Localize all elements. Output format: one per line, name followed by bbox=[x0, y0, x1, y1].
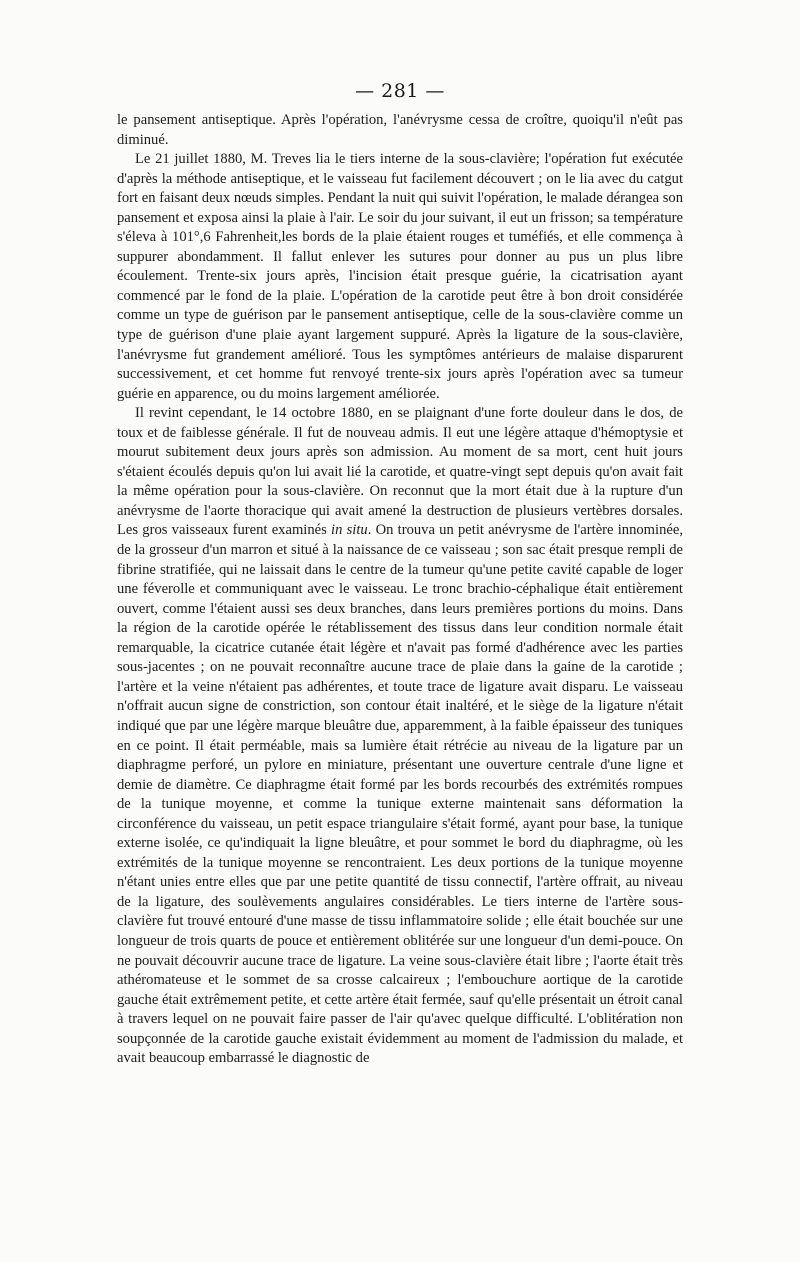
paragraph-3 bbox=[117, 404, 683, 1069]
paragraph-3-part-2: . On trouva un petit anévrysme de l'artère innominée, de la grosseur d'un marron et situé à la naissance de ce vaisseau ; son sac était presque rempli de fibrine stratifiée, qui ne laissait dans le centre de la tumeur qu'une petite cavité capable de loger une féverolle et communiquant avec le vaisseau. Le tronc brachio-céphalique était entièrement ouvert, comme l'étaient aussi ses deux branches, dans leurs premières portions du moins. Dans la région de la carotide opérée le rétablissement des tissus dans leur condition normale était remarquable, la cicatrice cutanée était légère et n'avait pas formé d'adhérence avec les parties sous-jacentes ; on ne pouvait reconnaître aucune trace de plaie dans la gaine de la carotide ; l'artère et la veine n'étaient pas adhérentes, et toute trace de ligature avait disparu. Le vaisseau n'offrait aucun signe de constriction, son contour était inaltéré, et le siège de la ligature n'était indiqué que par une légère marque bleuâtre due, apparemment, à la faible épaisseur des tuniques en ce point. Il était perméable, mais sa lumière était rétrécie au niveau de la ligature par un diaphragme perforé, un pylore en miniature, présentant une ouverture centrale d'une ligne et demie de diamètre. Ce diaphragme était formé par les bords recourbés des extrémités rompues de la tunique moyenne, et comme la tunique externe maintenait sans déformation la circonférence du vaisseau, un petit espace triangulaire s'était formé, ayant pour base, la tunique externe isolée, ce qu'indiquait la ligne bleuâtre, et pour sommet le bord du diaphragme, où les extrémités de la tunique moyenne se rencontraient. Les deux portions de la tunique moyenne n'étant unies entre elles que par une petite quantité de tissu connectif, l'artère offrait, au niveau de la ligature, des soulèvements angulaires considérables. Le tiers interne de l'artère sous-clavière fut trouvé entouré d'une masse de tissu inflammatoire solide ; elle était bouchée sur une longueur de trois quarts de pouce et entièrement oblitérée sur une longueur d'un demi-pouce. On ne pouvait découvrir aucune trace de ligature. La veine sous-clavière était libre ; l'aorte était très athéromateuse et le sommet de sa crosse calcaireux ; l'embouchure aortique de la carotide gauche était extrêmement petite, et cette artère était fermée, sauf qu'elle présentait un étroit canal à travers lequel on ne pouvait faire passer de l'air qu'avec quelque difficulté. L'oblitération non soupçonnée de la carotide gauche existait évidemment au moment de l'admission du malade, et avait beaucoup embarrassé le diagnostic de bbox=[117, 522, 683, 1067]
body-text bbox=[117, 111, 683, 1069]
paragraph-1: le pansement antiseptique. Après l'opération, l'anévrysme cessa de croître, quoiqu'il n'eût pas diminué. bbox=[117, 112, 683, 148]
paragraph-3-part-1: Il revint cependant, le 14 octobre 1880, en se plaignant d'une forte douleur dans le dos, de toux et de faiblesse générale. Il fut de nouveau admis. Il eut une légère attaque d'hémoptysie et mourut subitement deux jours après son admission. Au moment de sa mort, cent huit jours s'étaient écoulés depuis qu'on lui avait lié la carotide, et quatre-vingt sept depuis qu'on avait fait la même opération pour la sous-clavière. On reconnut que la mort était due à la rupture d'un anévrysme de l'aorte thoracique qui avait amené la destruction de plusieurs vertèbres dorsales. Les gros vaisseaux furent examinés bbox=[117, 405, 683, 539]
page-number: — 281 — bbox=[355, 80, 445, 102]
latin-emphasis-in-situ: in situ bbox=[331, 522, 368, 539]
paragraph-2: Le 21 juillet 1880, M. Treves lia le tiers interne de la sous-clavière; l'opération fut exécutée d'après la méthode antiseptique, et le vaisseau fut facilement découvert ; on le lia avec du catgut fort en faisant deux nœuds simples. Pendant la nuit qui suivit l'opération, le malade dérangea son pansement et exposa ainsi la plaie à l'air. Le soir du jour suivant, il eut un frisson; sa température s'éleva à 101°,6 Fahrenheit,les bords de la plaie étaient rouges et tuméfiés, et elle commença à suppurer abondamment. Il fallut enlever les sutures pour donner au pus un plus libre écoulement. Trente-six jours après, l'incision était presque guérie, la cicatrisation ayant commencé par le fond de la plaie. L'opération de la carotide peut être à bon droit considérée comme un type de guérison par le pansement antiseptique, celle de la sous-clavière comme un type de guérison d'une plaie ayant largement suppuré. Après la ligature de la sous-clavière, l'anévrysme fut grandement amélioré. Tous les symptômes antérieurs de malaise disparurent successivement, et cet homme fut renvoyé trente-six jours après l'opération avec sa tumeur guérie en apparence, ou du moins largement améliorée. bbox=[117, 151, 683, 402]
